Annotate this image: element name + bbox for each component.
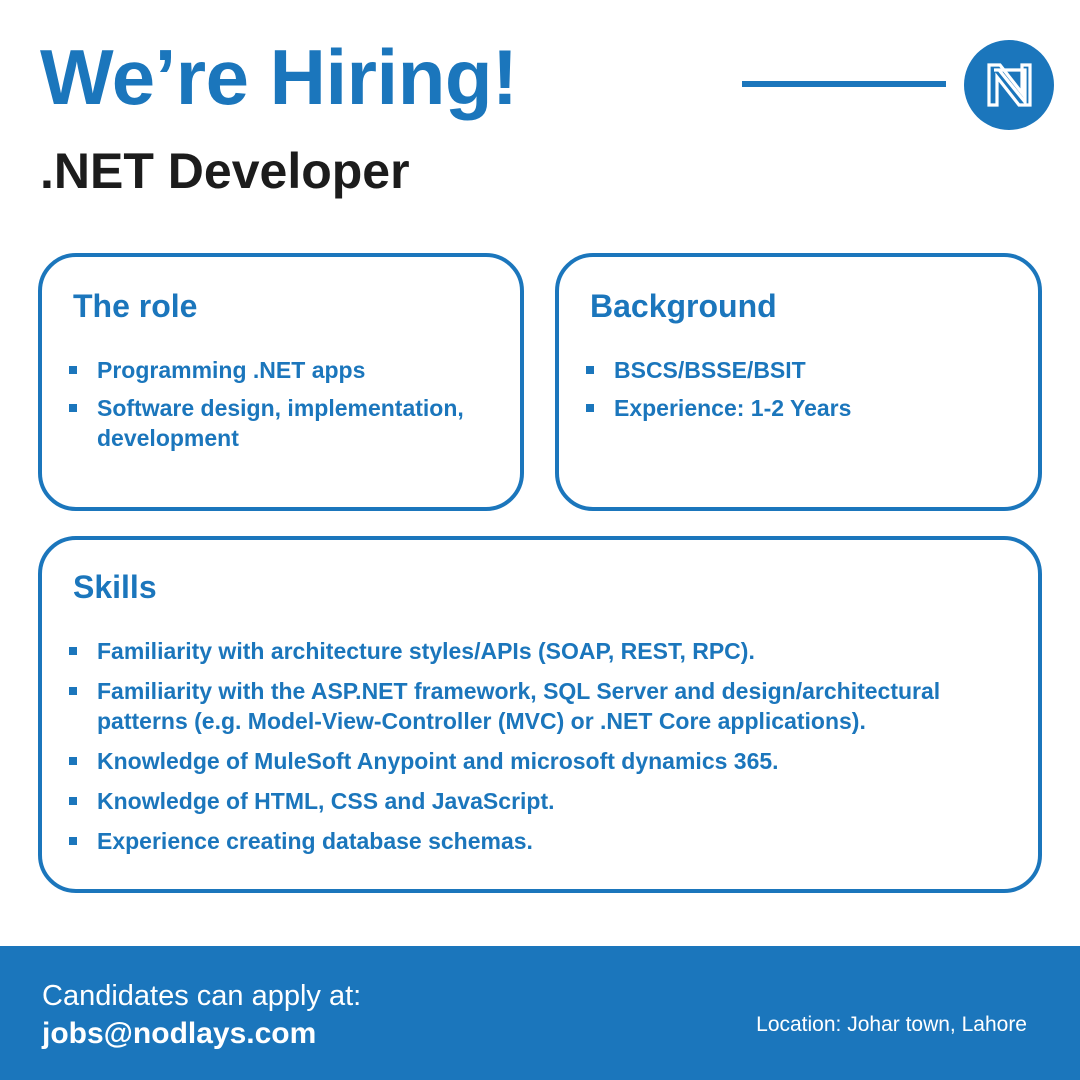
skills-card <box>38 536 1042 893</box>
role-list <box>67 355 507 461</box>
bullet-square-icon <box>69 687 77 695</box>
bullet-square-icon <box>586 404 594 412</box>
headline: We’re Hiring! <box>40 33 518 121</box>
footer-bar <box>0 946 1080 1080</box>
skills-card-title: Skills <box>73 569 157 605</box>
list-item-text: Familiarity with the ASP.NET framework, SQL Server and design/architectural patterns (e.g. Model-View-Controller (MVC) or .NET Core applications). <box>97 678 941 734</box>
role-card <box>38 253 524 511</box>
list-item-text: Programming .NET apps <box>97 357 366 383</box>
bullet-square-icon <box>69 837 77 845</box>
list-item <box>584 355 1024 385</box>
bullet-square-icon <box>69 647 77 655</box>
apply-label: Candidates can apply at: <box>42 980 362 1012</box>
bullet-square-icon <box>586 366 594 374</box>
location-text: Location: Johar town, Lahore <box>756 1013 1027 1036</box>
skills-list <box>67 636 1027 866</box>
list-item <box>67 636 1027 666</box>
list-item <box>67 355 507 385</box>
apply-email-link[interactable]: jobs@nodlays.com <box>42 1017 317 1050</box>
decorative-rule <box>742 81 946 87</box>
background-card <box>555 253 1042 511</box>
job-title: .NET Developer <box>40 143 410 199</box>
list-item <box>67 746 1027 776</box>
bullet-square-icon <box>69 757 77 765</box>
list-item-text: BSCS/BSSE/BSIT <box>614 357 806 383</box>
list-item-text: Familiarity with architecture styles/APIs (SOAP, REST, RPC). <box>97 638 755 664</box>
list-item <box>584 393 1024 423</box>
background-list <box>584 355 1024 431</box>
background-card-title: Background <box>590 288 777 324</box>
bullet-square-icon <box>69 366 77 374</box>
list-item-text: Knowledge of MuleSoft Anypoint and microsoft dynamics 365. <box>97 748 779 774</box>
list-item <box>67 393 507 453</box>
list-item <box>67 786 1027 816</box>
list-item <box>67 826 1027 856</box>
bullet-square-icon <box>69 404 77 412</box>
nodlays-n-logo-icon <box>964 40 1054 130</box>
list-item-text: Experience creating database schemas. <box>97 828 533 854</box>
bullet-square-icon <box>69 797 77 805</box>
list-item-text: Knowledge of HTML, CSS and JavaScript. <box>97 788 555 814</box>
list-item <box>67 676 1027 736</box>
role-card-title: The role <box>73 288 198 324</box>
list-item-text: Software design, implementation, development <box>97 395 464 451</box>
list-item-text: Experience: 1-2 Years <box>614 395 852 421</box>
